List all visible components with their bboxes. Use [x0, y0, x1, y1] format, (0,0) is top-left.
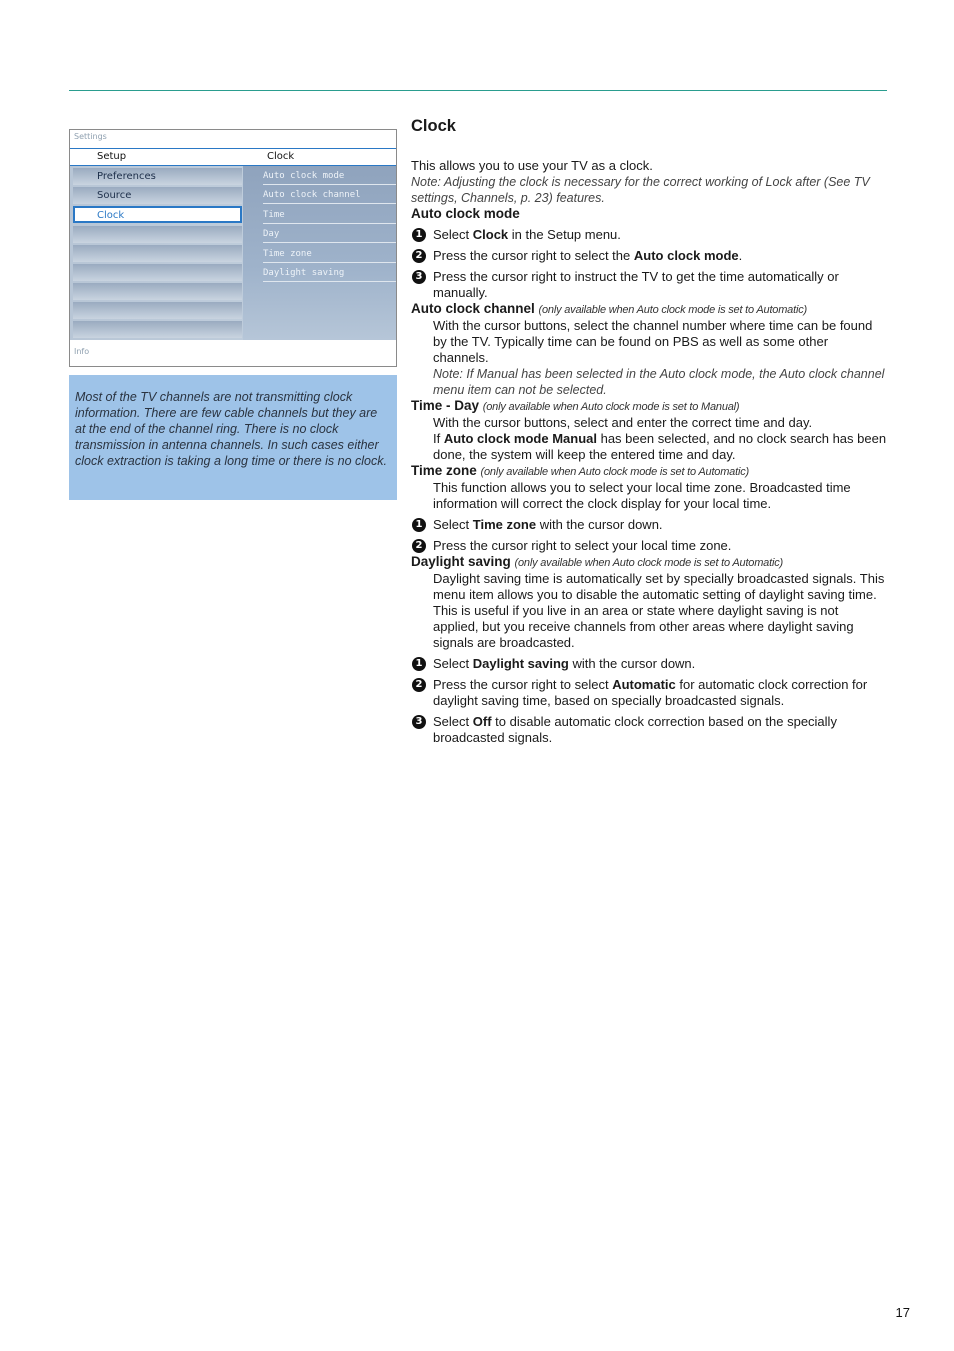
step-number-icon: 3	[412, 715, 426, 729]
intro-text: This allows you to use your TV as a clock.	[411, 158, 653, 173]
clock-note-text: Most of the TV channels are not transmitting clock information. There are few cable channels but they are at the end of the channel ring. There is no clock transmission in antenna channels. In such cases either clock extraction is taking a long time or there is no clock.	[75, 390, 387, 468]
menu-item-empty	[73, 321, 242, 338]
step-item: 1 Select Daylight saving with the cursor down.	[411, 656, 887, 672]
step-number-icon: 2	[412, 249, 426, 263]
page-number: 17	[895, 1305, 910, 1320]
step-number-icon: 1	[412, 228, 426, 242]
time-day-line1: With the cursor buttons, select and enter the correct time and day.	[433, 415, 813, 430]
top-rule	[69, 90, 887, 91]
menu-info: Info	[74, 347, 90, 356]
submenu-day[interactable]: Day	[263, 226, 396, 243]
step-item: 2 Press the cursor right to select the Auto clock mode.	[411, 248, 887, 264]
menu-header-setup: Setup	[97, 151, 127, 162]
menu-item-source[interactable]: Source	[73, 187, 242, 204]
step-item: 1 Select Time zone with the cursor down.	[411, 517, 887, 533]
step-number-icon: 1	[412, 518, 426, 532]
submenu-auto-clock-channel[interactable]: Auto clock channel	[263, 187, 396, 204]
menu-item-empty	[73, 302, 242, 319]
menu-item-empty	[73, 245, 242, 262]
section-title-auto-clock-channel: Auto clock channel (only available when Auto clock mode is set to Automatic)	[411, 301, 807, 316]
section-title-time-day: Time - Day (only available when Auto clock mode is set to Manual)	[411, 398, 740, 413]
auto-channel-note: Note: If Manual has been selected in the Auto clock mode, the Auto clock channel menu item can not be selected.	[433, 367, 885, 397]
submenu-time[interactable]: Time	[263, 207, 396, 224]
submenu-daylight-saving[interactable]: Daylight saving	[263, 265, 396, 282]
step-number-icon: 2	[412, 678, 426, 692]
step-number-icon: 1	[412, 657, 426, 671]
tv-settings-menu	[69, 129, 397, 367]
section-title-daylight-saving: Daylight saving (only available when Auto clock mode is set to Automatic)	[411, 554, 783, 569]
menu-item-clock[interactable]: Clock	[73, 206, 242, 223]
time-day-line2: If Auto clock mode Manual has been selected, and no clock search has been done, the system will keep the entered time and day.	[433, 431, 887, 462]
menu-item-empty	[73, 283, 242, 300]
menu-header	[70, 148, 396, 166]
submenu-auto-clock-mode[interactable]: Auto clock mode	[263, 168, 396, 185]
intro-note: Note: Adjusting the clock is necessary for the correct working of Lock after (See TV settings, Channels, p. 23) features.	[411, 175, 870, 205]
step-number-icon: 2	[412, 539, 426, 553]
section-title-auto-clock-mode: Auto clock mode	[411, 206, 520, 221]
menu-body	[70, 166, 396, 340]
auto-channel-body: With the cursor buttons, select the channel number where time can be found by the TV. Typically time can be found on PBS as well as some other channels.	[433, 318, 873, 365]
content-column	[411, 114, 887, 746]
step-item: 3 Select Off to disable automatic clock correction based on the specially broadcasted signals.	[411, 714, 887, 746]
page-title: Clock	[411, 117, 456, 135]
menu-header-clock: Clock	[267, 151, 295, 162]
time-zone-body: This function allows you to select your local time zone. Broadcasted time information will correct the clock display for your local time.	[433, 480, 851, 511]
step-number-icon: 3	[412, 270, 426, 284]
menu-item-empty	[73, 264, 242, 281]
step-item: 2 Press the cursor right to select Automatic for automatic clock correction for daylight saving time, based on specially broadcasted signals.	[411, 677, 887, 709]
step-item: 2 Press the cursor right to select your local time zone.	[411, 538, 887, 554]
step-item: 1 Select Clock in the Setup menu.	[411, 227, 887, 243]
section-title-time-zone: Time zone (only available when Auto clock mode is set to Automatic)	[411, 463, 749, 478]
menu-item-empty	[73, 226, 242, 243]
step-item: 3 Press the cursor right to instruct the TV to get the time automatically or manually.	[411, 269, 887, 301]
menu-title: Settings	[74, 132, 107, 141]
daylight-body: Daylight saving time is automatically set by specially broadcasted signals. This menu item allows you to disable the automatic setting of daylight saving time. This is useful if you live in an area or state where daylight saving is not applied, but you receive channels from other areas where daylight saving signals are broadcasted.	[433, 571, 885, 650]
clock-note-box	[69, 375, 397, 500]
menu-item-preferences[interactable]: Preferences	[73, 168, 242, 185]
submenu-time-zone[interactable]: Time zone	[263, 246, 396, 263]
